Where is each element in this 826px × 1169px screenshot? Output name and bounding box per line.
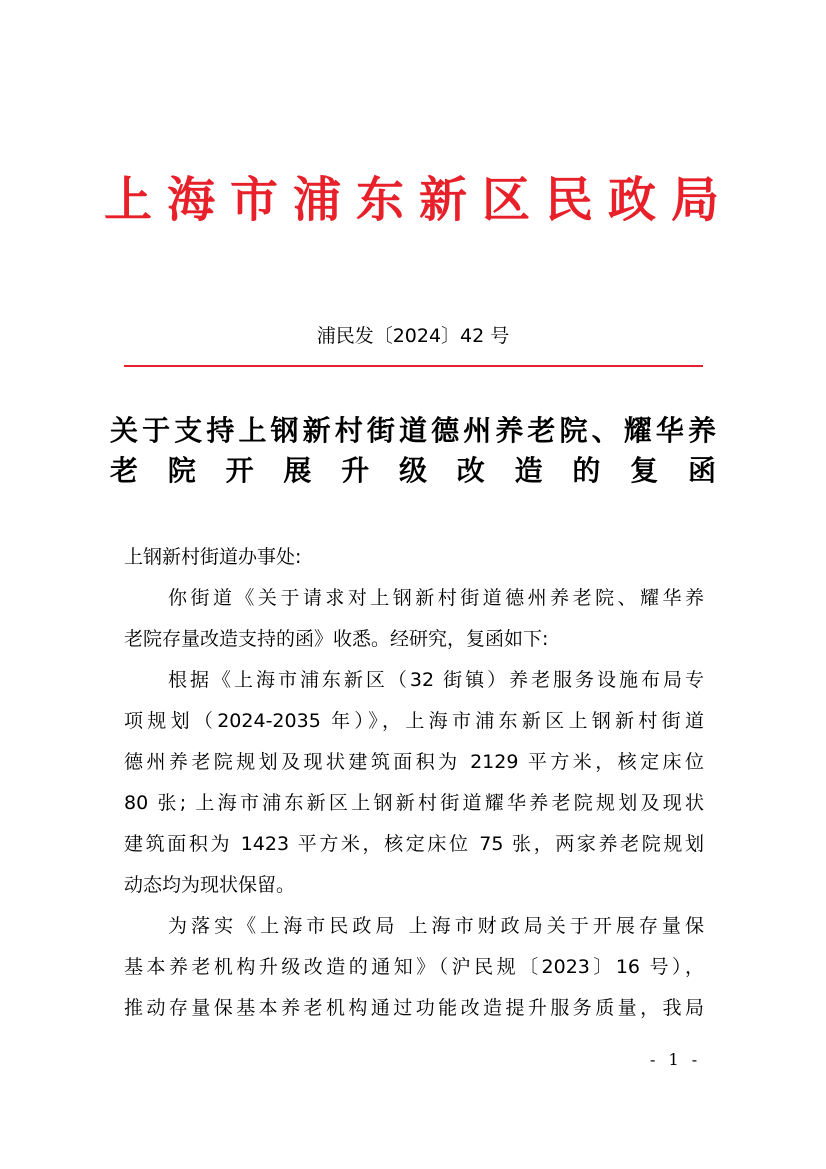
page-number: - 1 -: [650, 1050, 702, 1069]
document-body: [124, 537, 704, 1029]
salutation: 上钢新村街道办事处:: [124, 546, 302, 568]
paragraph-line: 根据《上海市浦东新区（32 街镇）养老服务设施布局专: [168, 669, 704, 691]
paragraph-line: 基本养老机构升级改造的通知》（沪民规〔2023〕16 号），: [124, 956, 704, 978]
paragraph-line: 项规划（2024-2035 年）》，上海市浦东新区上钢新村街道: [124, 710, 704, 732]
red-separator-rule: [124, 365, 703, 367]
paragraph-line: 建筑面积为 1423 平方米，核定床位 75 张，两家养老院规划: [124, 833, 704, 855]
paragraph-line: 德州养老院规划及现状建筑面积为 2129 平方米，核定床位: [124, 751, 704, 773]
paragraph: [124, 578, 704, 660]
paragraph-line: 动态均为现状保留。: [124, 874, 296, 896]
issuer-name: 上海市浦东新区民政局: [103, 172, 734, 228]
paragraph-line: 你街道《关于请求对上钢新村街道德州养老院、耀华养: [168, 587, 704, 609]
paragraph: [124, 906, 704, 1029]
paragraph-line: 老院存量改造支持的函》收悉。经研究，复函如下:: [124, 628, 549, 650]
paragraph: [124, 660, 704, 906]
document-number: 浦民发〔2024〕42 号: [316, 325, 510, 347]
document-title: [110, 411, 716, 491]
paragraph-line: 为落实《上海市民政局 上海市财政局关于开展存量保: [168, 915, 704, 937]
title-line: 老院开展升级改造的复函: [110, 454, 716, 487]
paragraph-line: 推动存量保基本养老机构通过功能改造提升服务质量，我局: [124, 997, 704, 1019]
paragraph-line: 80 张; 上海市浦东新区上钢新村街道耀华养老院规划及现状: [124, 792, 704, 814]
title-line: 关于支持上钢新村街道德州养老院、耀华养: [110, 414, 716, 447]
